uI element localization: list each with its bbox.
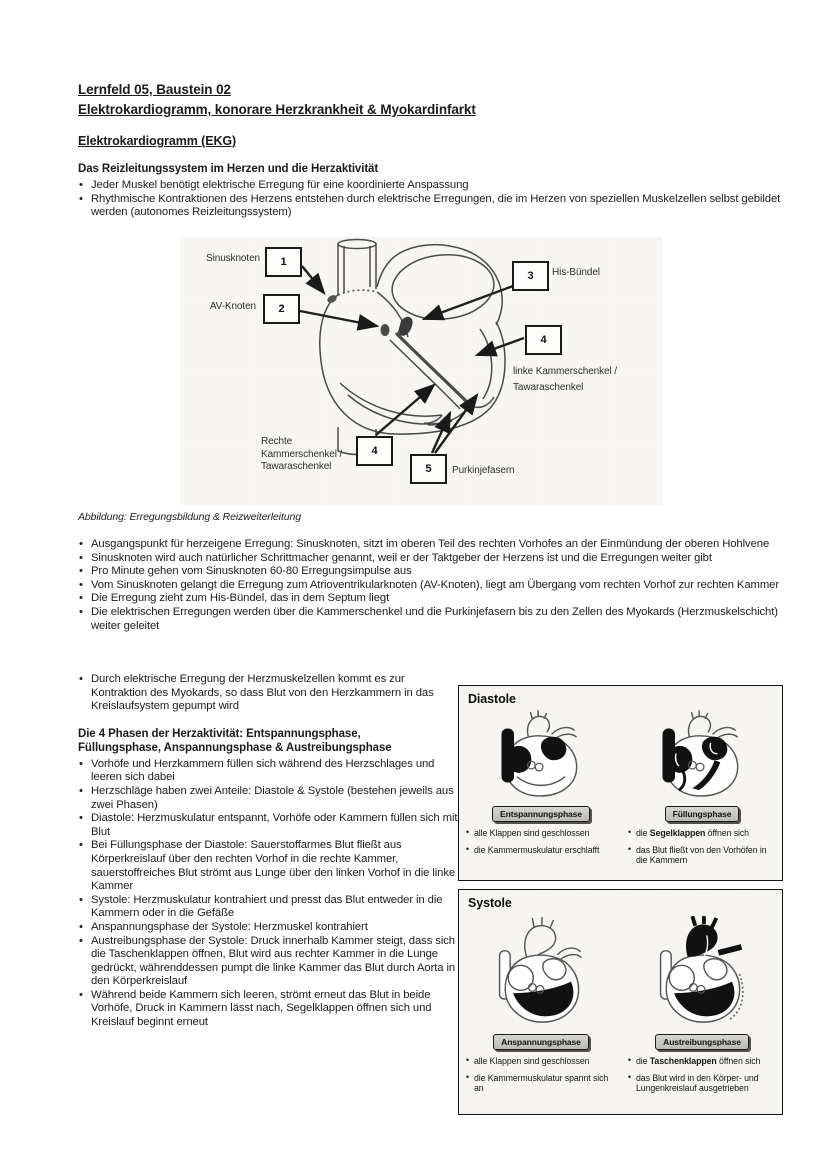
austreibungsphase-column (627, 916, 777, 1094)
bullet-text: die (636, 1056, 650, 1066)
bullet-item: • Ausgangspunkt für herzeigene Erregung: Sinusknoten, sitzt im oberen Teil des rechten Vorhofes an der Einmündung der oberen Hohlvene (78, 538, 780, 552)
bullet-item: • Bei Füllungsphase der Diastole: Sauerstoffarmes Blut fließt aus Körperkreislauf über den rechten Vorhof in die rechte Kammer, sauerstoffreiches Blut strömt aus Lunge über den linken Vorhof in die linke Kammer (78, 839, 462, 893)
page-title-line1: Lernfeld 05, Baustein 02 (78, 82, 231, 97)
phase-bullet: • alle Klappen sind geschlossen (465, 828, 617, 839)
left-text-column (78, 673, 462, 1030)
label-purkinjefasern: Purkinjefasern (452, 465, 515, 476)
marker-box-5: 5 (410, 454, 447, 484)
bullet-item: • Die elektrischen Erregungen werden über die Kammerschenkel und die Purkinjefasern bis zu den Zellen des Myokards (Herzmuskelschicht) weiter geleitet (78, 606, 780, 633)
diastole-title: Diastole (468, 692, 516, 706)
anspannungsphase-column (465, 916, 617, 1094)
phases-bullet-list (78, 758, 462, 1030)
heading-line: Die 4 Phasen der Herzaktivität: Entspannungsphase, (78, 727, 361, 740)
marker-box-1: 1 (265, 247, 302, 277)
subsection-heading-reizleitung: Das Reizleitungssystem im Herzen und die Herzaktivität (78, 163, 379, 175)
phase-bullet (627, 1056, 777, 1067)
conduction-bullet-list (78, 538, 780, 633)
bullet-text: die (636, 828, 650, 838)
phase-bullet: • das Blut wird in den Körper- und Lungenkreislauf ausgetrieben (627, 1073, 777, 1094)
page-title-line2: Elektrokardiogramm, konorare Herzkrankheit & Myokardinfarkt (78, 102, 476, 117)
phase-bullet: • das Blut fließt von den Vorhöfen in die Kammern (627, 845, 777, 866)
subsection-heading-phasen (78, 727, 462, 756)
heart-fuellungsphase-figure (649, 708, 755, 802)
marker-box-2: 2 (263, 294, 300, 324)
entspannungsphase-column (465, 708, 617, 855)
phase-bullet: • alle Klappen sind geschlossen (465, 1056, 617, 1067)
label-line: Tawaraschenkel (261, 461, 332, 472)
marker-box-4-bottom: 4 (356, 436, 393, 466)
bullet-item: • Rhythmische Kontraktionen des Herzens entstehen durch elektrische Erregungen, die im Herzen von speziellen Muskelzellen selbst gebildet werden (autonomes Reizleitungssystem) (78, 193, 783, 220)
bullet-item: • Während beide Kammern sich leeren, strömt erneut das Blut in beide Vorhöfe, Druck in Kammern lässt nach, Segelklappen öffnen sich und Kreislauf beginnt erneut (78, 989, 462, 1030)
bullet-item: • Sinusknoten wird auch natürlicher Schrittmacher genannt, weil er der Taktgeber der Herzens ist und die Erregungen weiter gibt (78, 552, 780, 566)
label-line: Kammerschenkel / (261, 448, 343, 460)
heart-austreibungsphase-figure (649, 916, 755, 1030)
austreibungsphase-label: Austreibungsphase (655, 1034, 749, 1050)
arrow-linker-schenkel (477, 338, 524, 355)
section-heading-ekg: Elektrokardiogramm (EKG) (78, 134, 237, 148)
sinus-node-dot (326, 293, 338, 304)
phase-bullet (627, 828, 777, 839)
conduction-diagram (180, 237, 662, 505)
bullet-item: • Durch elektrische Erregung der Herzmuskelzellen kommt es zur Kontraktion des Myokards, so dass Blut von den Herzkammern in das Kreislaufsystem gepumpt wird (78, 673, 462, 714)
heading-line: Füllungsphase, Anspannungsphase & Austreibungsphase (78, 742, 392, 755)
bullet-item: • Herzschläge haben zwei Anteile: Diastole & Systole (bestehen jeweils aus zwei Phasen) (78, 785, 462, 812)
phase-bullet: • die Kammermuskulatur erschlafft (465, 845, 617, 856)
label-line: linke Kammerschenkel / (513, 366, 617, 377)
bullet-item: • Anspannungsphase der Systole: Herzmuskel kontrahiert (78, 921, 462, 935)
heart-entspannungsphase-figure (488, 708, 594, 802)
arrow-sinusknoten (302, 266, 324, 293)
intro-bullet-list (78, 179, 783, 220)
arrow-purkinje-1 (432, 413, 450, 453)
label-his-buendel: His-Bündel (552, 267, 600, 278)
label-rechter-kammerschenkel (261, 436, 342, 474)
bullet-bold-term: Segelklappen (649, 828, 706, 838)
bullet-item: • Vom Sinusknoten gelangt die Erregung zum Atrioventrikularknoten (AV-Knoten), liegt am Übergang vom rechten Vorhof zur rechten Kammer (78, 579, 780, 593)
label-linker-kammerschenkel (513, 364, 617, 396)
bullet-item: • Vorhöfe und Herzkammern füllen sich während des Herzschlages und leeren sich dabei (78, 758, 462, 785)
marker-box-3: 3 (512, 261, 549, 291)
fuellungsphase-column (627, 708, 777, 866)
label-line: Rechte (261, 436, 293, 447)
label-line: Tawaraschenkel (513, 382, 584, 393)
bullet-item: • Die Erregung zieht zum His-Bündel, das in dem Septum liegt (78, 592, 780, 606)
av-node-dot (381, 324, 390, 336)
marker-box-4-right: 4 (525, 325, 562, 355)
systole-figure-box (458, 889, 783, 1115)
systole-title: Systole (468, 896, 512, 910)
conduction-bullet-list-continued (78, 673, 462, 714)
bullet-item: • Diastole: Herzmuskulatur entspannt, Vorhöfe oder Kammern füllen sich mit Blut (78, 812, 462, 839)
bullet-item: • Systole: Herzmuskulatur kontrahiert und presst das Blut entweder in die Kammern oder in die Gefäße (78, 894, 462, 921)
bullet-bold-term: Taschenklappen (649, 1056, 717, 1066)
his-bundle-dot (398, 317, 413, 336)
label-av-knoten: AV-Knoten (209, 301, 256, 312)
phase-bullet: • die Kammermuskulatur spannt sich an (465, 1073, 617, 1094)
bullet-item: • Jeder Muskel benötigt elektrische Erregung für eine koordinierte Anspassung (78, 179, 783, 193)
bullet-item: • Austreibungsphase der Systole: Druck innerhalb Kammer steigt, dass sich die Taschenklappen öffnen, Blut wird aus rechter Kammer in die Lunge gedrückt, währenddessen pumpt die linke Kammer das Blut durch Aorta in den Körperkreislauf (78, 935, 462, 989)
arrow-av-knoten (300, 311, 377, 326)
figure-caption: Abbildung: Erregungsbildung & Reizweiterleitung (78, 511, 301, 523)
heart-anspannungsphase-figure (488, 916, 594, 1030)
document-header (78, 80, 783, 220)
diastole-figure-box (458, 685, 783, 881)
anspannungsphase-label: Anspannungsphase (493, 1034, 589, 1050)
fuellungsphase-label: Füllungsphase (665, 806, 740, 822)
bullet-item: • Pro Minute gehen vom Sinusknoten 60-80 Erregungsimpulse aus (78, 565, 780, 579)
label-sinusknoten: Sinusknoten (206, 253, 260, 264)
bullet-text: öffnen sich (716, 1056, 761, 1066)
bullet-text: öffnen sich (705, 828, 749, 838)
entspannungsphase-label: Entspannungsphase (492, 806, 590, 822)
